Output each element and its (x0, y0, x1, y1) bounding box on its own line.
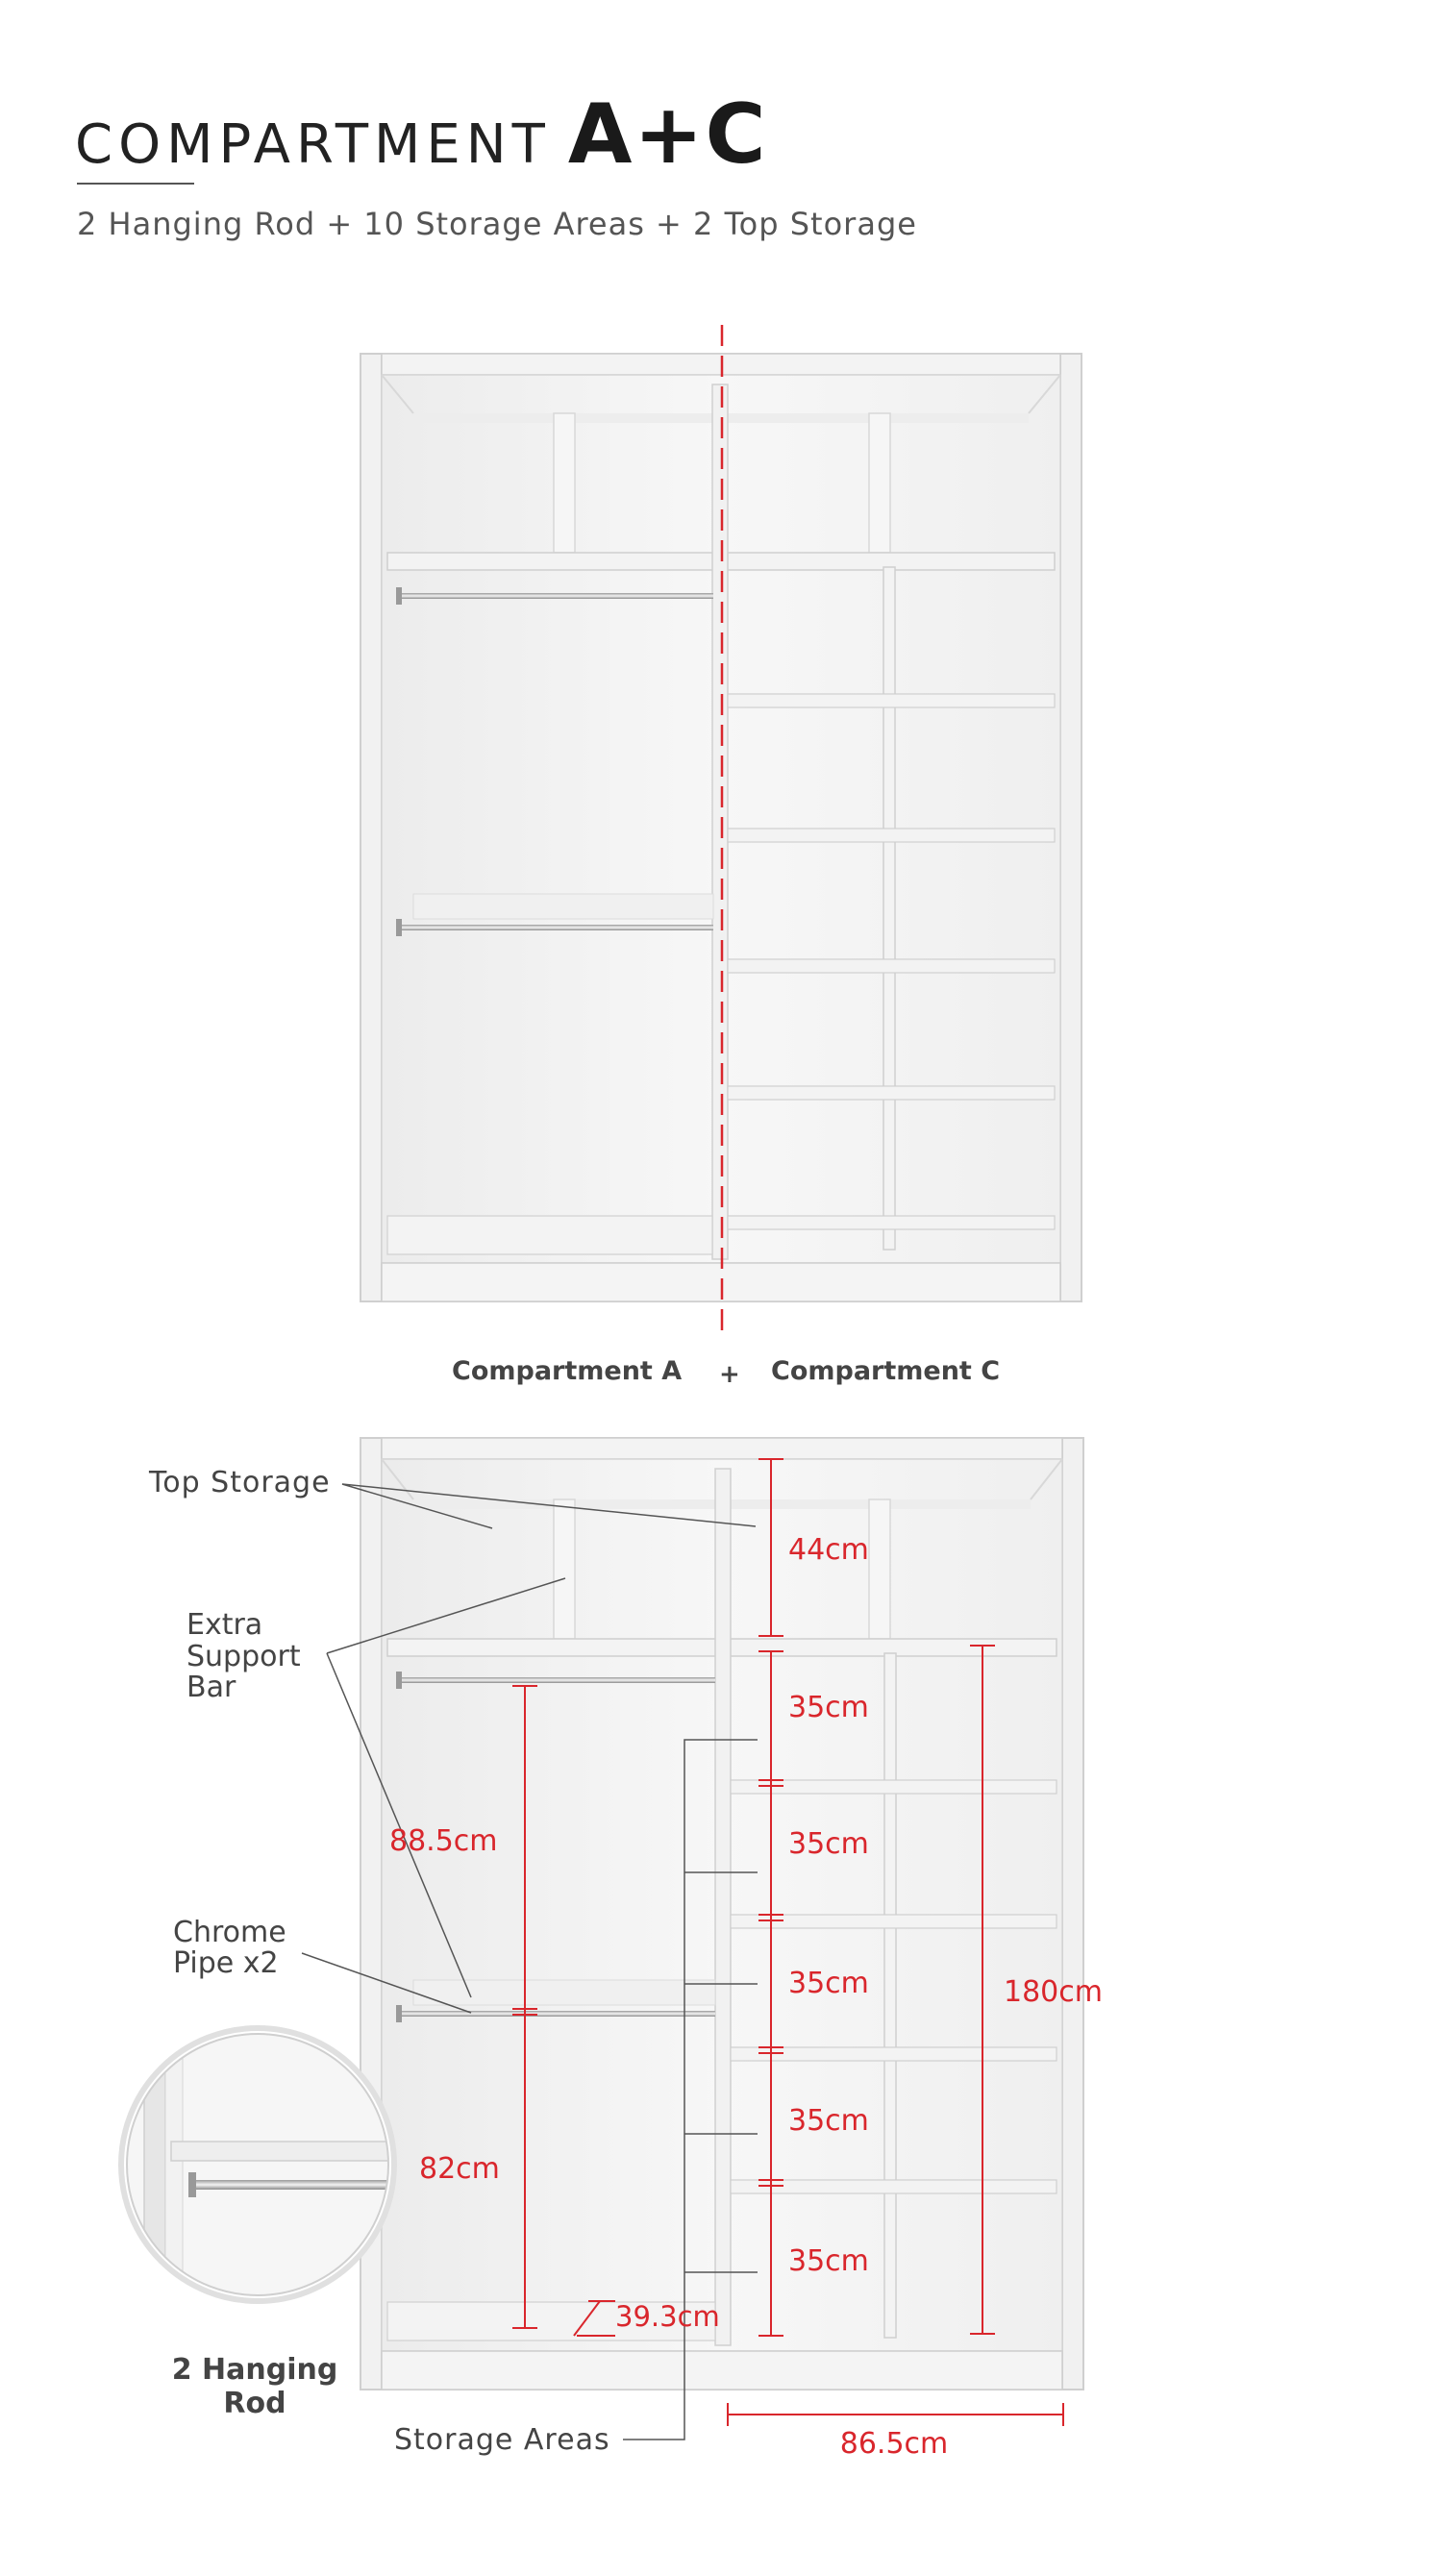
extra-support-label-3: Bar (186, 1671, 236, 1704)
lower-rod (396, 925, 713, 930)
dim-shelf-2: 35cm (788, 1827, 869, 1861)
upper-rod (396, 593, 713, 599)
title-main: A+C (567, 87, 768, 183)
compartment-c-label: Compartment C (771, 1356, 1001, 1386)
compartment-a-label: Compartment A (452, 1356, 683, 1386)
top-storage-label: Top Storage (149, 1466, 331, 1499)
dim-total-shelf-height: 180cm (1004, 1975, 1103, 2009)
title-prefix: COMPARTMENT (75, 113, 551, 176)
dim-lower-hang: 82cm (419, 2152, 500, 2186)
wardrobe-bottom (360, 1438, 1083, 2390)
extra-support-label-2: Support (186, 1640, 301, 1673)
wardrobe-top (360, 325, 1082, 1331)
hanging-rod-label-1: 2 Hanging (171, 2353, 338, 2387)
storage-areas-label: Storage Areas (394, 2423, 610, 2457)
dim-shelf-4: 35cm (788, 2104, 869, 2138)
dim-upper-hang: 88.5cm (389, 1824, 498, 1858)
dim-shelf-1: 35cm (788, 1691, 869, 1724)
subtitle: 2 Hanging Rod + 10 Storage Areas + 2 Top Storage (77, 206, 917, 242)
hanging-rod-label-2: Rod (223, 2387, 286, 2420)
chrome-pipe-label-2: Pipe x2 (173, 1946, 279, 1980)
dim-depth: 39.3cm (615, 2300, 720, 2333)
dim-shelf-3: 35cm (788, 1967, 869, 2000)
dim-width: 86.5cm (839, 2427, 949, 2461)
chrome-pipe-label-1: Chrome (173, 1916, 286, 1949)
dim-top-storage: 44cm (788, 1533, 869, 1567)
plus-sign: + (719, 1360, 740, 1389)
dim-shelf-5: 35cm (788, 2244, 869, 2278)
extra-support-label-1: Extra (186, 1608, 263, 1642)
